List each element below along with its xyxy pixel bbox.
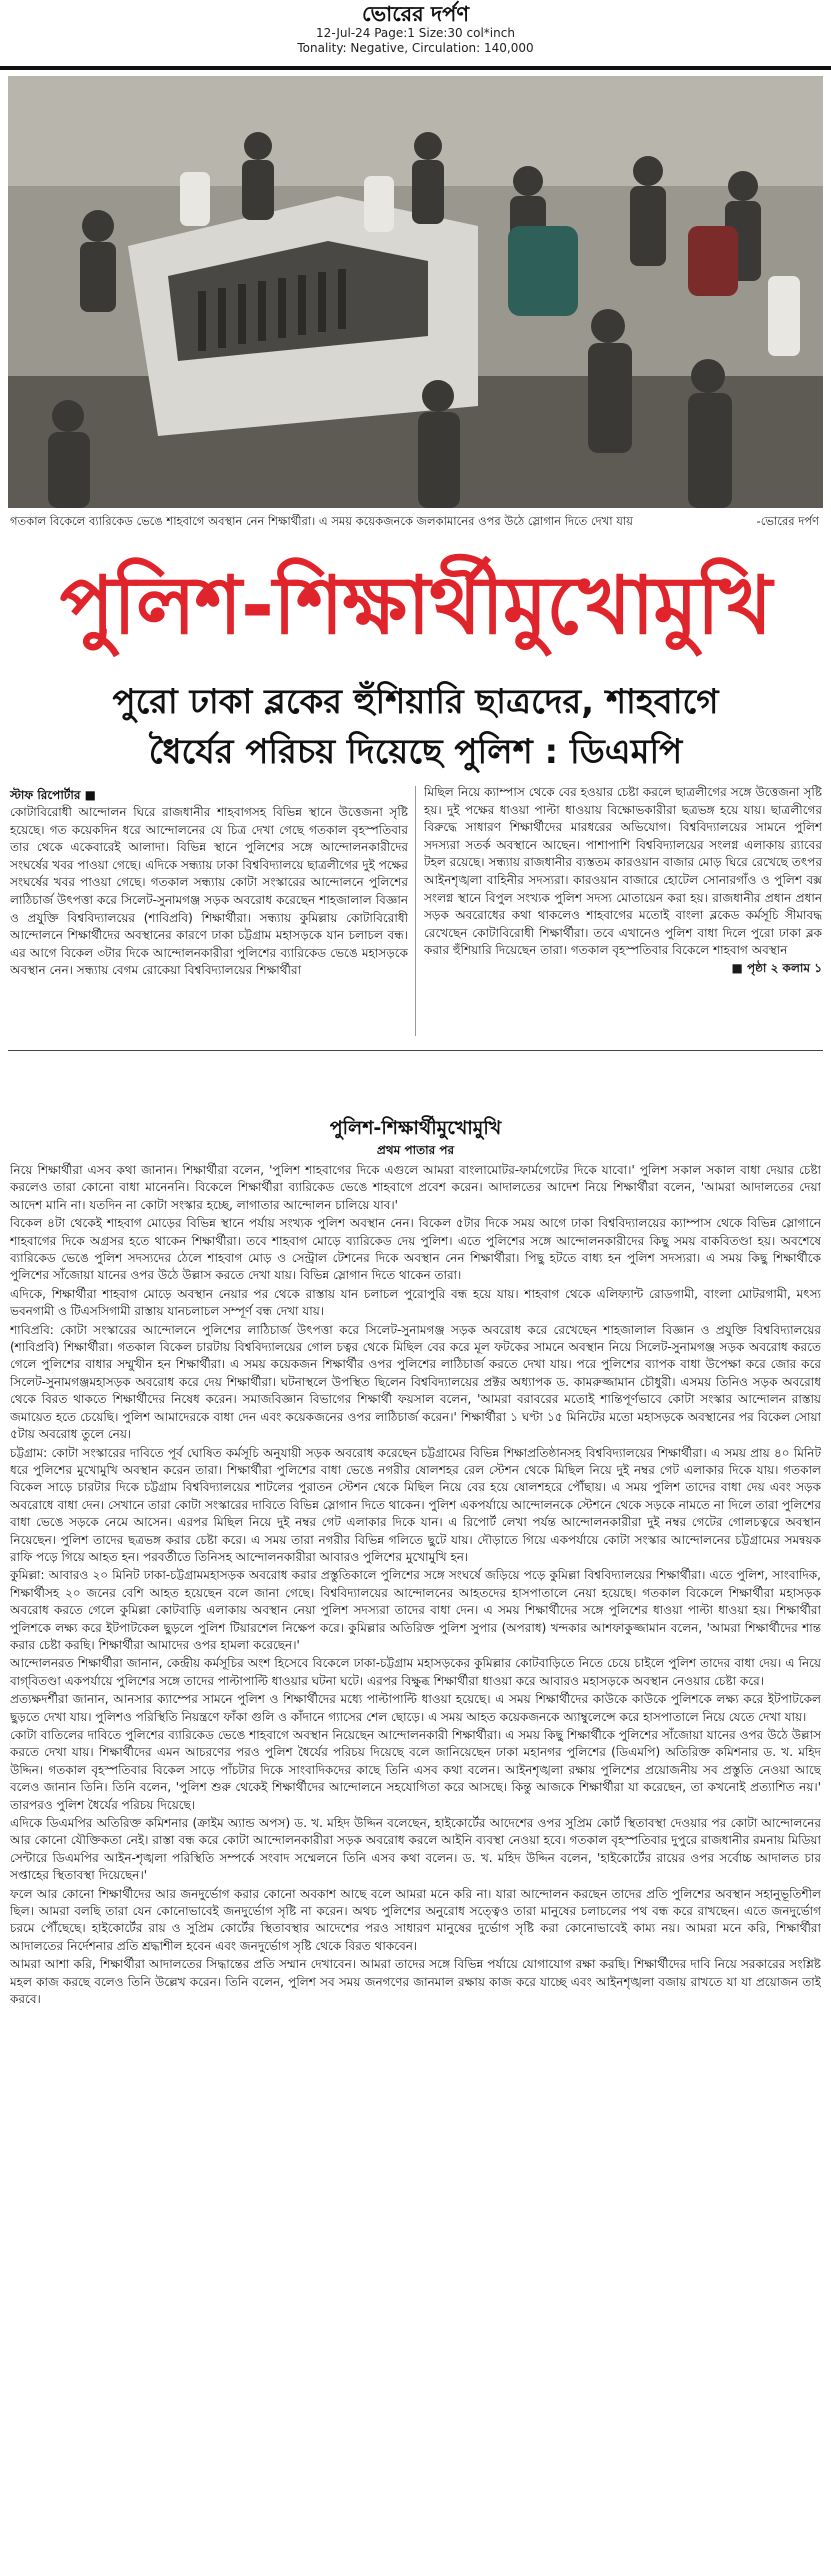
caption-text: গতকাল বিকেলে ব্যারিকেড ভেঙে শাহবাগে অবস্থান নেন শিক্ষার্থীরা। এ সময় কয়েকজনকে জলকামানের ওপর উঠে স্লোগান দিতে দেখা যায় [10,514,633,528]
column-divider [415,786,416,1036]
body-paragraph: কুমিল্লা: আবারও ২০ মিনিট ঢাকা-চট্টগ্রামমহাসড়ক অবরোধ করার প্রস্তুতিকালে পুলিশের সঙ্গে সংঘর্ষে জড়িয়ে পড়ে কুমিল্লা বিশ্ববিদ্যালয়ের শিক্ষার্থীরা। এতে পুলিশ, সাংবাদিক, শিক্ষার্থীসহ ২০ জনের বেশি আহত হয়েছেন বলে জানা গেছে। বিশ্ববিদ্যালয়ের আন্দোলনের আহতদের হাসপাতালে নেয়া হয়েছে। গতকাল বিকেলে শিক্ষার্থীরা মহাসড়ক অবরোধ করতে গেলে কুমিল্লা কোটবাড়ি এলাকায় অবস্থান নেয়া পুলিশ সদস্যরা তাদের বাধা দেন। এ সময় শিক্ষার্থীদের সঙ্গে পুলিশের ধাওয়া পাল্টা ধাওয়া হয়। শিক্ষার্থীরা পুলিশকে লক্ষ্য করে ইটপাটকেল ছুড়লে পুলিশ টিয়ারশেল নিক্ষেপ করে। কুমিল্লার অতিরিক্ত পুলিশ সুপার (অপরাধ) খন্দকার আশফাকুজ্জামান বলেন, 'আমরা শিক্ষার্থীদের শান্ত করার চেষ্টা করছি। শিক্ষার্থীরা আমাদের ওপর হামলা করেছেন।' [10,1568,821,1652]
subheadline-line-1: পুরো ঢাকা ব্লকের হুঁশিয়ারি ছাত্রদের, শাহবাগে [112,682,719,722]
section-separator [8,1050,823,1051]
photo-caption [10,512,821,530]
lead-paragraph-left: কোটাবিরোধী আন্দোলন ঘিরে রাজধানীর শাহবাগসহ বিভিন্ন স্থানে উত্তেজনা সৃষ্টি হয়েছে। গত কয়েকদিন ধরে আন্দোলনের যে চিত্র দেখা গেছে গতকাল বৃহস্পতিবার তার থেকে একেবারেই আলাদা। বিভিন্ন স্থানে পুলিশের সঙ্গে আন্দোলনকারীদের সংঘর্ষের খবর পাওয়া গেছে। এদিকে সন্ধ্যায় ঢাকা বিশ্ববিদ্যালয়ে ছাত্রলীগের দুই পক্ষের সংঘর্ষের খবর পাওয়া গেছে। গতকাল সন্ধ্যায় কোটা সংস্কারের আন্দোলনে পুলিশের লাঠিচার্জ উৎপত্তা করে সিলেট-সুনামগঞ্জ সড়ক অবরোধ করেছেন শাহজালাল বিজ্ঞান ও প্রযুক্তি বিশ্ববিদ্যালয়ের (শাবিপ্রবি) শিক্ষার্থীরা। সন্ধ্যায় কুমিল্লায় কোটাবিরোধী আন্দোলনে শিক্ষার্থীদের অবস্থানের কারণে ঢাকা চট্টগ্রাম মহাসড়কে যান চলাচল বন্ধ। এর আগে বিকেল ৩টার দিকে আন্দোলনকারীরা পুলিশের ব্যারিকেড ভেঙে মহাসড়কে অবস্থান নেন। সন্ধ্যায় বেগম রোকেয়া বিশ্ববিদ্যালয়ের শিক্ষার্থীরা [10,805,408,978]
continuation-body [10,1162,821,2554]
continued-on-page: ■ পৃষ্ঠা ২ কলাম ১ [731,960,822,975]
lead-paragraph-right: মিছিল নিয়ে ক্যাম্পাস থেকে বের হওয়ার চেষ্টা করলে ছাত্রলীগের সঙ্গে উত্তেজনা সৃষ্টি হয়। দুই পক্ষের ধাওয়া পাল্টা ধাওয়ায় বিক্ষোভকারীরা ছত্রভঙ্গ হয়ে যায়। ছাত্রলীগের বিরুদ্ধে সাধারণ শিক্ষার্থীদের মারধরের অভিযোগ। বিশ্ববিদ্যালয়ের সামনে পুলিশ সদস্যরা সতর্ক অবস্থানে আছেন। পাশাপাশি বিশ্ববিদ্যালয়ের সংলগ্ন এলাকায় র‍্যাবের টহল রয়েছে। সন্ধ্যায় রাজধানীর ব্যস্ততম কারওয়ান বাজার মোড় ঘিরে রেখেছে তৎপর আইনশৃঙ্খলা বাহিনীর সদস্যরা। কারওয়ান বাজারে হোটেল সোনারগাঁও ও পুলিশ বক্স সংলগ্ন স্থানে বিপুল সংখ্যক পুলিশ সদস্য মোতায়েন করা হয়। রাজধানীর প্রধান প্রধান সড়ক অবরোধের কথা থাকলেও শাহবাগের মতোই বাংলা ব্লকেড কর্মসূচি সীমাবদ্ধ রেখেছেন কোটাবিরোধী শিক্ষার্থীরা। তবে এখানেও পুলিশ বাধা দিলে পুরো ঢাকা ব্লক করার হুঁশিয়ারি দিয়েছেন তারা। গতকাল বৃহস্পতিবার বিকেলে শাহবাগ অবস্থান [424,785,822,958]
byline: স্টাফ রিপোর্টার ■ [10,788,96,802]
body-paragraph: নিয়ে শিক্ষার্থীরা এসব কথা জানান। শিক্ষার্থীরা বলেন, 'পুলিশ শাহবাগের দিকে এগুলে আমরা বাংলামোটর-ফার্মগেটের দিকে যাবো।' পুলিশ সকাল সকাল বাধা দেয়ার চেষ্টা করলেও তারা কোনো বাধা মানেননি। বিকেলে শিক্ষার্থীরা ব্যারিকেড ভেঙে শাহবাগে প্রবেশ করেন। আদালতের আদেশ নিয়ে শিক্ষার্থীরা বলেন, 'আমরা আদালতের দেয়া আদেশ মানি না। যতদিন না কোটা সংস্কার হচ্ছে, লাগাতার আন্দোলন চালিয়ে যাব।' [10,1163,821,1212]
lead-column-left [10,804,408,1040]
body-paragraph: শাবিপ্রবি: কোটা সংস্কারের আন্দোলনে পুলিশের লাঠিচার্জ উৎপত্তা করে সিলেট-সুনামগঞ্জ সড়ক অবরোধ করে রেখেছেন শাহজালাল বিজ্ঞান ও প্রযুক্তি বিশ্ববিদ্যালয়ের (শাবিপ্রবি) শিক্ষার্থীরা। গতকাল বিকেল চারটায় বিশ্ববিদ্যালয়ের গোল চত্বর থেকে মিছিল বের করে মূল ফটকের সামনে অবস্থান নিয়ে সিলেট-সুনামগঞ্জ সড়ক অবরোধ করতে গেলে পুলিশের বাধার সম্মুখীন হন শিক্ষার্থীরা। এ সময় কয়েকজন শিক্ষার্থীর ওপর পুলিশের লাঠিচার্জ করতে দেখা যায়। পরে পুলিশের ব্যাপক বাধা উপেক্ষা করে জোর করে সিলেট-সুনামগঞ্জমহাসড়ক অবরোধ করে দেয় শিক্ষার্থীরা। ঘটনাস্থলে উপস্থিত ছিলেন বিশ্ববিদ্যালয়ের প্রক্টর অধ্যাপক ড. কামরুজ্জামান চৌধুরী। এসময় তিনিও সড়ক অবরোধ থেকে বিরত থাকতে শিক্ষার্থীদের নিষেধ করেন। সমাজবিজ্ঞান বিভাগের শিক্ষার্থী ফয়সাল বলেন, 'আমরা বরাবরের মতোই শান্তিপূর্ণভাবে কোটা সংস্কার আন্দোলন রাস্তায় জমায়েত হতে চেয়েছি। পুলিশ আমাদেরকে বাধা দেন এবং কয়েকজনের ওপর লাঠিচার্জ করেন।' শিক্ষার্থীরা ১ ঘণ্টা ১৫ মিনিটের মতো মহাসড়কে অবস্থানের পর বিকেল সোয়া ৫টায় অবরোধ তুলে নেয়। [10,1322,821,1442]
clipping-meta-tonality: Tonality: Negative, Circulation: 140,000 [297,41,534,55]
body-paragraph: বিকেল ৪টা থেকেই শাহবাগ মোড়ের বিভিন্ন স্থানে পর্যায় সংখ্যক পুলিশ অবস্থান নেন। বিকেল ৫টার দিকে সময় আগে ঢাকা বিশ্ববিদ্যালয়ের ক্যাম্পাস থেকে বিভিন্ন স্লোগানে শাহবাগের দিকে অগ্রসর হতে থাকেন শিক্ষার্থীরা। তবে শাহবাগ মোড়ে ব্যারিকেড দেয় পুলিশ। এতে পুলিশের সঙ্গে আন্দোলনকারীদের কিছু সময় বাকবিতণ্ডা হয়। অবশেষে ব্যারিকেড ভেঙে পুলিশ সদস্যদের ঠেলে শাহবাগ মোড় ও সেন্ট্রাল টেশনের দিকে অবস্থান নেন শিক্ষার্থীরা। পিছু হটতে বাধ্য হন পুলিশ সদস্যরা। এ সময় কিছু শিক্ষার্থীকে পুলিশের সাঁজোয়া যানের ওপর উঠে উল্লাস করতে দেখা যায়। বিভিন্ন স্লোগান দিতে থাকেন তারা। [10,1216,821,1283]
clipping-meta-date: 12-Jul-24 Page:1 Size:30 col*inch [316,26,515,40]
body-paragraph: আমরা আশা করি, শিক্ষার্থীরা আদালতের সিদ্ধান্তের প্রতি সম্মান দেখাবেন। আমরা তাদের সঙ্গে বিভিন্ন পর্যায়ে যোগাযোগ রক্ষা করছি। শিক্ষার্থীদের দাবি নিয়ে সরকারের সংশ্লিষ্ট মহল কাজ করছে বলেও তিনি উল্লেখ করেন। তিনি বলেন, পুলিশ সব সময় জনগণের জানমাল রক্ষায় কাজ করে যাচ্ছে এবং আইনশৃঙ্খলা বজায় রাখতে যা যা প্রয়োজন তাই করবে। [10,1957,821,2007]
lead-column-right [424,784,822,1038]
photo-credit: -ভোরের দর্পণ [756,514,819,528]
main-headline: পুলিশ-শিক্ষার্থীমুখোমুখি [59,559,772,652]
body-paragraph: এদিকে ডিএমপির অতিরিক্ত কমিশনার (ক্রাইম অ্যান্ড অপস) ড. খ. মহিদ উদ্দিন বলেছেন, হাইকোর্টের আদেশের ওপর সুপ্রিম কোর্ট স্থিতাবস্থা দেওয়ার পর কোটা আন্দোলনের আর কোনো যৌক্তিকতা নেই। রাস্তা বন্ধ করে কোটা আন্দোলনকারীরা সড়ক অবরোধ করলে আইনি ব্যবস্থা নেওয়া হবে। গতকাল বৃহস্পতিবার দুপুরে রাজধানীর রমনায় মিডিয়া সেন্টারে ডিএমপির আইন-শৃঙ্খলা পরিস্থিতি সম্পর্কে সংবাদ সম্মেলনে তিনি এসব কথা বলেন। ড. খ. মহিদ উদ্দিন বলেন, 'হাইকোর্টের রায়ের ওপর সর্বোচ্চ আদালত চার সপ্তাহের স্থিতাবস্থা দিয়েছেন।' [10,1816,821,1883]
body-paragraph: ফলে আর কোনো শিক্ষার্থীদের আর জনদুর্ভোগ করার কোনো অবকাশ আছে বলে আমরা মনে করি না। যারা আন্দোলন করছেন তাদের প্রতি পুলিশের অবস্থান সহানুভূতিশীল ছিল। আমরা বলছি তারা যেন কোনোভাবেই জনদুর্ভোগ সৃষ্টি না করেন। অথচ পুলিশের অনুরোধ সত্ত্বেও তারা মানুষের চলাচলের পথ বন্ধ করে রাখছেন। এতে জনদুর্ভোগ চরমে পৌঁছেছে। হাইকোর্টের রায় ও সুপ্রিম কোর্টের স্থিতাবস্থার আদেশের পরও সাধারণ মানুষের দুর্ভোগ সৃষ্টি করা কোনোভাবেই কাম্য নয়। আমরা মনে করি, শিক্ষার্থীরা আদালতের নির্দেশনার প্রতি শ্রদ্ধাশীল হবেন এবং জনদুর্ভোগ সৃষ্টি থেকে বিরত থাকবেন। [10,1886,821,1953]
body-paragraph: প্রত্যক্ষদর্শীরা জানান, আনসার ক্যাম্পের সামনে পুলিশ ও শিক্ষার্থীদের মধ্যে পাল্টাপাল্টি ধাওয়া হয়েছে। এ সময় শিক্ষার্থীদের কাউকে কাউকে পুলিশকে লক্ষ্য করে ইটপাটকেল ছুড়তে দেখা যায়। পুলিশও পরিস্থিতি নিয়ন্ত্রণে ফাঁকা গুলি ও কাঁদানে গ্যাসের শেল ছোড়ে। এ সময় আহত কয়েকজনকে অ্যাম্বুলেন্সে করে হাসপাতালে নিয়ে যেতে দেখা যায়। [10,1692,821,1724]
subheadline-line-2: ধৈর্যের পরিচয় দিয়েছে পুলিশ : ডিএমপি [148,732,683,772]
protest-photo-illustration [8,76,823,508]
body-paragraph: কোটা বাতিলের দাবিতে পুলিশের ব্যারিকেড ভেঙে শাহবাগে অবস্থান নিয়েছেন আন্দোলনকারী শিক্ষার্থীরা। এ সময় কিছু শিক্ষার্থীকে পুলিশের সাঁজোয়া যানের ওপর উঠে উল্লাস করতে দেখা যায়। শিক্ষার্থীদের এমন আচরণের পরও পুলিশ ধৈর্যের পরিচয় দিয়েছে বলে জানিয়েছেন ঢাকা মহানগর পুলিশের (ডিএমপি) অতিরিক্ত কমিশনার ড. খ. মহিদ উদ্দিন। গতকাল বৃহস্পতিবার বিকেল সাড়ে পাঁচটার দিকে সাংবাদিকদের কাছে তিনি এসব কথা বলেন। আইনশৃঙ্খলা রক্ষায় পুলিশের প্রয়োজনীয় সব প্রস্তুতি নেওয়া আছে বলেও জানান তিনি। তিনি বলেন, 'পুলিশ শুরু থেকেই শিক্ষার্থীদের আন্দোলনে সহযোগিতা করে আসছে। কিন্তু আজকে শিক্ষার্থীরা যা করেছেন, তা কখনোই প্রত্যাশিত নয়।' তারপরও পুলিশ ধৈর্যের পরিচয় দিয়েছে। [10,1728,821,1812]
continuation-title: পুলিশ-শিক্ষার্থীমুখোমুখি [329,1117,502,1139]
body-paragraph: এদিকে, শিক্ষার্থীরা শাহবাগ মোড়ে অবস্থান নেয়ার পর থেকে রাস্তায় যান চলাচল পুরোপুরি বন্ধ হয়ে যায়। শাহবাগ থেকে এলিফ্যান্ট রোডগামী, বাংলা মোটরগামী, মৎস্য ভবনগামী ও টিএসসিগামী রাস্তায় যানচলাচল সম্পূর্ণ বন্ধ দেখা যায়। [10,1286,821,1319]
masthead-rule [0,66,831,70]
body-paragraph: চট্টগ্রাম: কোটা সংস্কারের দাবিতে পূর্ব ঘোষিত কর্মসূচি অনুযায়ী সড়ক অবরোধ করেছেন চট্টগ্রামের বিভিন্ন শিক্ষাপ্রতিষ্ঠানসহ বিশ্ববিদ্যালয়ের শিক্ষার্থীরা। এ সময় প্রায় ৪০ মিনিট ধরে পুলিশের মুখোমুখি অবস্থান করেন তারা। শিক্ষার্থীরা পুলিশের বাধা ভেঙে নগরীর ষোলশহর রেল স্টেশন থেকে মিছিল নিয়ে দুই নম্বর গেট এলাকার দিকে যায়। গতকাল বিকেল সাড়ে চারটার দিকে চট্টগ্রাম বিশ্ববিদ্যালয়ের শাটলের পুরাতন স্টেশন থেকে মিছিল নিয়ে বের হয়ে ষোলশহরে পৌঁছায়। এ সময় পুলিশ তাদের বাধা দেয় এবং সড়ক অবরোধে বাধা দেন। সেখানে তারা কোটা সংস্কারের দাবিতে বিভিন্ন স্লোগান দিতে থাকেন। পুলিশ একপর্যায়ে আন্দোলনকে স্টেশনে থেকে সড়কে নামতে না দিলে তারা পুলিশের বাধা ভেঙে সড়কে নেমে আসেন। এরপর মিছিল নিয়ে দুই নম্বর গেট এলাকার দিকে যান। এ রিপোর্ট লেখা পর্যন্ত আন্দোলনকারীরা দুই নম্বর গেটের গোলচত্বরে অবস্থান নিয়েছেন। পুলিশ তাদের ছত্রভঙ্গ করার চেষ্টা করে। এ সময় তারা নগরীর বিভিন্ন গলিতে ছুটে যায়। দৌড়াতে গিয়ে একপর্যায়ে কোটা সংস্কার আন্দোলনের চট্টগ্রামের সমন্বয়ক রাফি পড়ে গিয়ে আহত হন। পরবর্তীতে তিনিসহ আন্দোলনকারীরা আবারও পুলিশের মুখোমুখি হন। [10,1445,821,1564]
continuation-subtitle: প্রথম পাতার পর [376,1143,455,1157]
news-photo [8,76,823,508]
body-paragraph: আন্দোলনরত শিক্ষার্থীরা জানান, কেন্দ্রীয় কর্মসূচির অংশ হিসেবে বিকেলে ঢাকা-চট্টগ্রাম মহাসড়কের কুমিল্লার কোটবাড়িতে নিতে চেয়ে চাইলে পুলিশ তাদের বাধা দেয়। এ নিয়ে বাগ্‌বিতণ্ডা একপর্যায়ে পুলিশের সঙ্গে তাদের পাল্টাপাল্টি ধাওয়ার ঘটনা ঘটে। এরপর বিক্ষুব্ধ শিক্ষার্থীরা ধাওয়া করে আবারও মহাসড়কে অবস্থান নেওয়ার চেষ্টা করে। [10,1656,821,1688]
masthead [0,0,831,66]
newspaper-logo: ভোরের দর্পণ [361,1,470,26]
